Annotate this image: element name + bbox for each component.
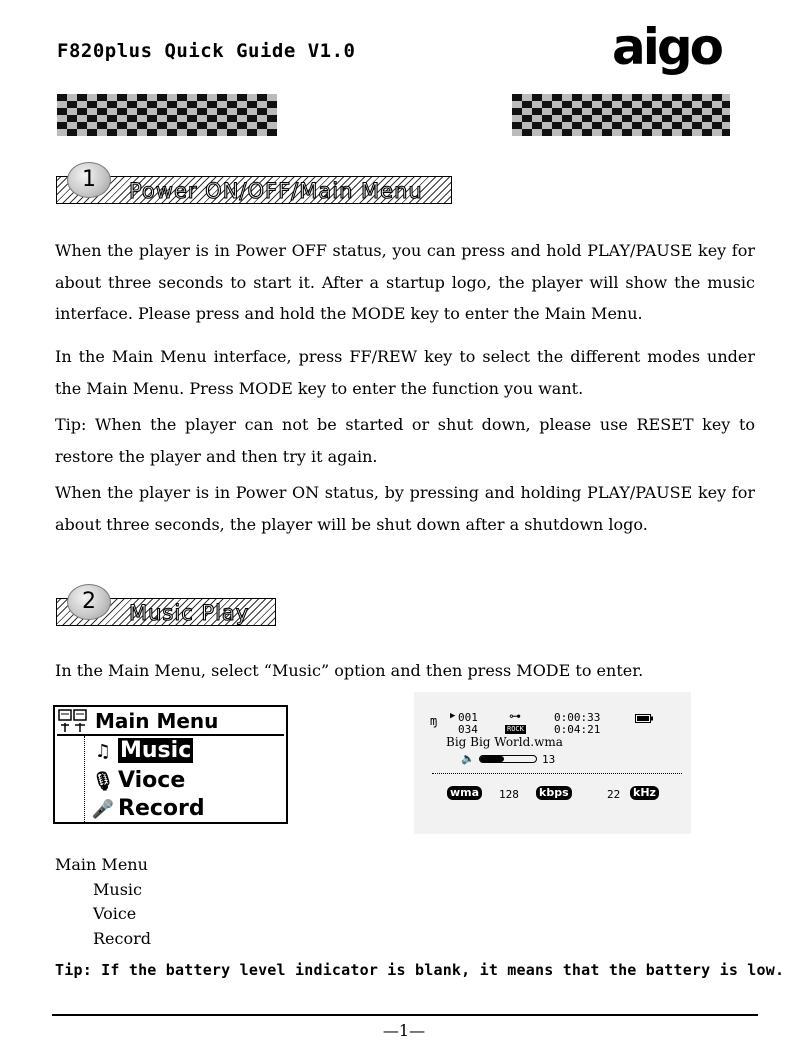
main-menu-icon [58, 709, 88, 733]
battery-icon [635, 714, 653, 723]
aigo-logo [610, 16, 730, 84]
menu-item-voice: 🎙 Vioce [88, 768, 185, 794]
main-menu-title: Main Menu [95, 709, 219, 733]
checker-decoration-left [57, 94, 277, 136]
track-number: 001 [458, 711, 478, 724]
play-state-icon: ▶ [450, 711, 456, 721]
section-2-number-badge: 2 [67, 584, 111, 620]
document-title: F820plus Quick Guide V1.0 [57, 40, 356, 62]
record-mic-icon: 🎤 [91, 799, 115, 820]
total-time: 0:04:21 [554, 723, 601, 736]
section-1-title: Power ON/OFF/Main Menu [129, 179, 423, 203]
track-filename: Big Big World.wma [446, 735, 563, 749]
volume-icon: 🔈 [461, 752, 475, 765]
menu-item-music: ♫ Music [88, 738, 193, 764]
section-1-number-badge: 1 [67, 162, 111, 198]
repeat-mode-icon: ɱ [430, 714, 438, 728]
page-number: —1— [382, 1021, 426, 1040]
elapsed-time: 0:00:33 [554, 711, 601, 724]
section-2-intro: In the Main Menu, select “Music” option and then press MODE to enter. [55, 661, 644, 680]
battery-tip: Tip: If the battery level indicator is blank, it means that the battery is low. [55, 961, 785, 979]
bitrate-value: 128 [499, 788, 519, 801]
key-lock-icon: ⊶ [509, 709, 521, 723]
samplerate-unit-badge: kHz [630, 786, 659, 800]
checker-decoration-right [512, 94, 730, 136]
volume-bar-fill [480, 756, 504, 762]
volume-level: 13 [542, 753, 556, 766]
section-1-tip: Tip: When the player can not be started or shut down, please use RESET key to restore the player and then try it again. [55, 415, 755, 466]
main-menu-list [55, 853, 151, 951]
music-player-screenshot [414, 692, 691, 834]
microphone-icon: 🎙 [91, 771, 115, 792]
svg-text:aigo: aigo [612, 18, 722, 76]
bitrate-unit-badge: kbps [536, 786, 572, 800]
section-1-paragraph-2: In the Main Menu interface, press FF/REW key to select the different modes under the Main Menu. Press MODE key to enter the function you want. [55, 347, 755, 398]
section-1-paragraph-1: When the player is in Power OFF status, you can press and hold PLAY/PAUSE key for about three seconds to start it. After a startup logo, the player will show the music interface. Please press and hold the MODE key to enter the Main Menu. [55, 241, 755, 323]
list-item: Music [93, 879, 142, 899]
list-item: Record [93, 928, 151, 948]
footer-divider [52, 1014, 758, 1016]
menu-item-record: 🎤 Record [88, 796, 205, 822]
main-menu-screenshot [53, 705, 288, 824]
eq-badge: ROCK [507, 725, 524, 733]
section-2-title: Music Play [129, 601, 250, 625]
samplerate-value: 22 [607, 788, 621, 801]
section-1-header [56, 167, 452, 204]
music-note-icon: ♫ [94, 741, 112, 762]
section-1-paragraph-3: When the player is in Power ON status, by pressing and holding PLAY/PAUSE key for about three seconds, the player will be shut down after a shutdown logo. [55, 483, 755, 534]
list-item: Voice [93, 904, 137, 923]
format-badge: wma [447, 786, 482, 800]
section-2-header [56, 589, 276, 626]
main-menu-list-root: Main Menu [55, 855, 148, 874]
track-total: 034 [458, 723, 478, 736]
volume-bar [479, 755, 537, 763]
